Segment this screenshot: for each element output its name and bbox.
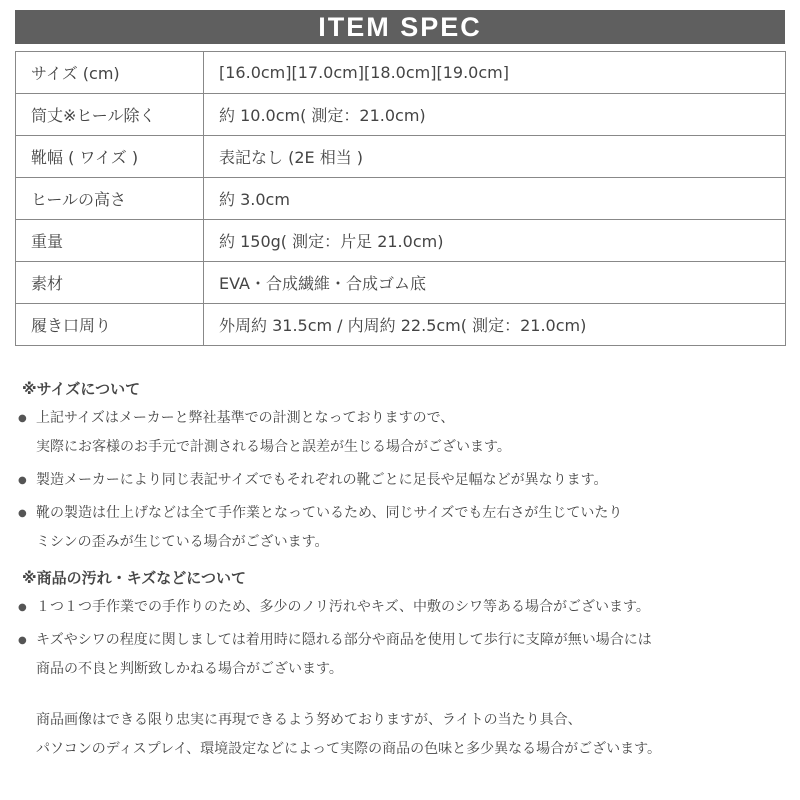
spec-row-size [16, 52, 786, 94]
spec-row-material [16, 262, 786, 304]
spec-label: 素材 [16, 262, 204, 304]
spec-value: [16.0cm][17.0cm][18.0cm][19.0cm] [204, 52, 786, 94]
spec-label: 靴幅 ( ワイズ ) [16, 136, 204, 178]
spec-row-weight [16, 220, 786, 262]
note-line: キズやシワの程度に関しましては着用時に隠れる部分や商品を使用して歩行に支障が無い場合には [36, 632, 652, 648]
spec-value: 約 150g( 測定：片足 21.0cm) [204, 220, 786, 262]
spec-table [15, 51, 786, 346]
bullet-dot-icon: ● [18, 508, 27, 519]
size-note-item [18, 499, 790, 557]
spec-value: 約 3.0cm [204, 178, 786, 220]
spec-row-opening [16, 304, 786, 346]
item-spec-banner [15, 10, 785, 44]
size-note-item [18, 404, 790, 462]
spec-value: 約 10.0cm( 測定：21.0cm) [204, 94, 786, 136]
note-line: 製造メーカーにより同じ表記サイズでもそれぞれの靴ごとに足長や足幅などが異なります。 [36, 472, 608, 488]
dirt-note-item [18, 593, 790, 622]
image-disclaimer [22, 706, 790, 764]
note-line: 上記サイズはメーカーと弊社基準での計測となっておりますので、 [36, 410, 455, 426]
spec-label: 筒丈※ヒール除く [16, 94, 204, 136]
spec-label: 重量 [16, 220, 204, 262]
note-line: １つ１つ手作業での手作りのため、多少のノリ汚れやキズ、中敷のシワ等ある場合がございます。 [36, 599, 650, 615]
spec-label: 履き口周り [16, 304, 204, 346]
size-notes-heading: ※サイズについて [22, 380, 141, 398]
bullet-dot-icon: ● [18, 635, 27, 646]
note-line: パソコンのディスプレイ、環境設定などによって実際の商品の色味と多少異なる場合がございます。 [36, 741, 661, 757]
dirt-note-item [18, 626, 790, 684]
spec-row-shaft-height [16, 94, 786, 136]
spec-row-width [16, 136, 786, 178]
note-line: 商品画像はできる限り忠実に再現できるよう努めておりますが、ライトの当たり具合、 [36, 712, 582, 728]
bullet-dot-icon: ● [18, 475, 27, 486]
banner-title: ITEM SPEC [318, 11, 482, 42]
note-line: 商品の不良と判断致しかねる場合がございます。 [36, 661, 343, 677]
dirt-notes-heading: ※商品の汚れ・キズなどについて [22, 569, 246, 587]
spec-label: サイズ (cm) [16, 52, 204, 94]
spec-value: 外周約 31.5cm / 内周約 22.5cm( 測定：21.0cm) [204, 304, 786, 346]
note-line: ミシンの歪みが生じている場合がございます。 [36, 534, 329, 550]
size-note-item [18, 466, 790, 495]
spec-row-heel-height [16, 178, 786, 220]
spec-value: 表記なし (2E 相当 ) [204, 136, 786, 178]
bullet-dot-icon: ● [18, 602, 27, 613]
note-line: 実際にお客様のお手元で計測される場合と誤差が生じる場合がございます。 [36, 439, 511, 455]
spec-label: ヒールの高さ [16, 178, 204, 220]
spec-value: EVA・合成繊維・合成ゴム底 [204, 262, 786, 304]
note-line: 靴の製造は仕上げなどは全て手作業となっているため、同じサイズでも左右さが生じていたり [36, 505, 623, 521]
bullet-dot-icon: ● [18, 413, 27, 424]
notes-section [18, 378, 790, 764]
